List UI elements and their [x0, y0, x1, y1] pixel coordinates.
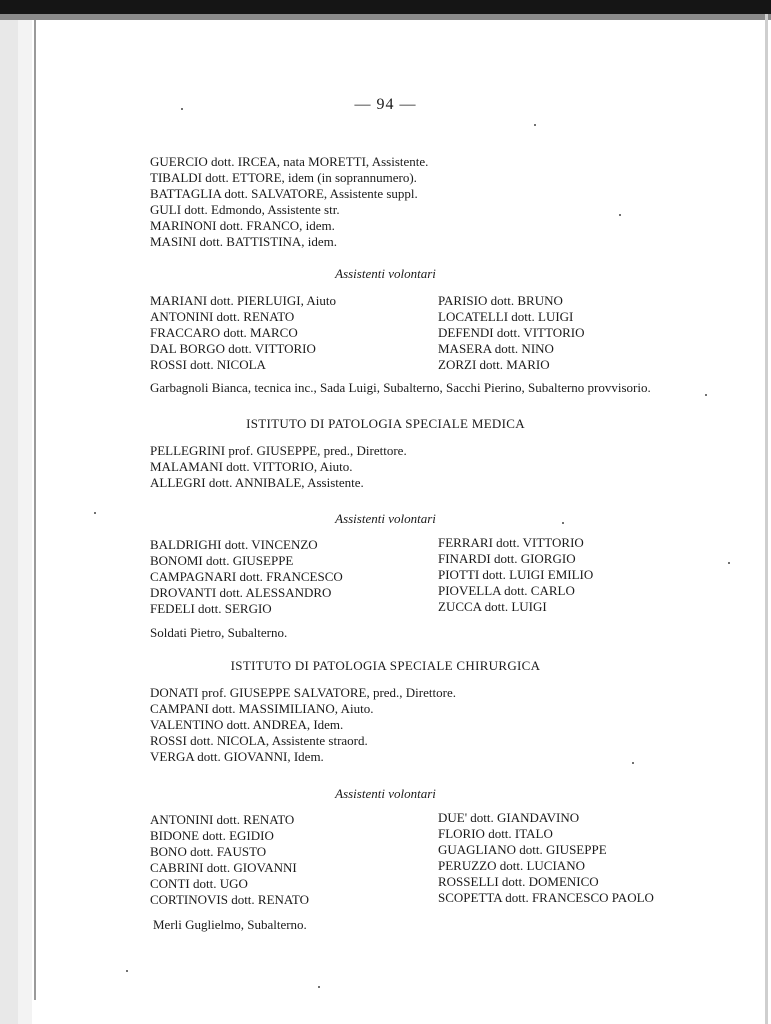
staff-line: TIBALDI dott. ETTORE, idem (in soprannumero).	[150, 170, 417, 185]
section3-title: ISTITUTO DI PATOLOGIA SPECIALE CHIRURGICA	[230, 658, 541, 673]
volunteer-name: ANTONINI dott. RENATO	[150, 812, 295, 827]
staff-line: MALAMANI dott. VITTORIO, Aiuto.	[150, 459, 353, 474]
page-number: — 94 —	[354, 96, 417, 113]
scan-speck	[534, 124, 536, 126]
staff-line: VALENTINO dott. ANDREA, Idem.	[150, 717, 344, 732]
volunteer-name: ROSSELLI dott. DOMENICO	[438, 874, 599, 889]
scan-edge-top-shadow	[0, 14, 771, 20]
scan-speck	[619, 214, 621, 216]
volunteer-name: DUE' dott. GIANDAVINO	[438, 810, 580, 825]
section3-others: Merli Guglielmo, Subalterno.	[153, 917, 307, 932]
volunteer-name: BIDONE dott. EGIDIO	[150, 828, 274, 843]
staff-line: CAMPANI dott. MASSIMILIANO, Aiuto.	[150, 701, 374, 716]
volunteer-name: PARISIO dott. BRUNO	[438, 293, 563, 308]
scan-edge-top	[0, 0, 771, 14]
volunteer-name: ROSSI dott. NICOLA	[150, 357, 266, 372]
section2-others: Soldati Pietro, Subalterno.	[150, 625, 288, 640]
staff-line: VERGA dott. GIOVANNI, Idem.	[150, 749, 324, 764]
scan-speck	[318, 986, 320, 988]
staff-line: BATTAGLIA dott. SALVATORE, Assistente suppl.	[150, 186, 418, 201]
scan-speck	[632, 762, 634, 764]
section3-volunteers-right	[438, 810, 654, 906]
section1-volunteers-right	[438, 293, 585, 373]
scan-speck	[126, 970, 128, 972]
volunteer-name: PIOTTI dott. LUIGI EMILIO	[438, 567, 594, 582]
volunteer-name: FRACCARO dott. MARCO	[150, 325, 298, 340]
volunteer-name: BONO dott. FAUSTO	[150, 844, 267, 859]
section1-others: Garbagnoli Bianca, tecnica inc., Sada Luigi, Subalterno, Sacchi Pierino, Subalterno provvisorio.	[150, 380, 651, 395]
volunteer-name: DAL BORGO dott. VITTORIO	[150, 341, 316, 356]
staff-line: ALLEGRI dott. ANNIBALE, Assistente.	[150, 475, 364, 490]
staff-line: GULI dott. Edmondo, Assistente str.	[150, 202, 340, 217]
section3-volunteers-heading: Assistenti volontari	[335, 786, 436, 801]
volunteer-name: BONOMI dott. GIUSEPPE	[150, 553, 294, 568]
volunteer-name: LOCATELLI dott. LUIGI	[438, 309, 574, 324]
volunteer-name: FERRARI dott. VITTORIO	[438, 535, 584, 550]
volunteer-name: DROVANTI dott. ALESSANDRO	[150, 585, 332, 600]
scan-speck	[562, 522, 564, 524]
section3-staff-list	[150, 685, 456, 765]
staff-line: DONATI prof. GIUSEPPE SALVATORE, pred., Direttore.	[150, 685, 456, 700]
volunteer-name: MARIANI dott. PIERLUIGI, Aiuto	[150, 293, 336, 308]
volunteer-name: ANTONINI dott. RENATO	[150, 309, 295, 324]
volunteer-name: BALDRIGHI dott. VINCENZO	[150, 537, 318, 552]
scan-speck	[705, 394, 707, 396]
scan-binding-line	[34, 20, 36, 1000]
volunteer-name: FLORIO dott. ITALO	[438, 826, 553, 841]
volunteer-name: ZUCCA dott. LUIGI	[438, 599, 547, 614]
volunteer-name: CORTINOVIS dott. RENATO	[150, 892, 309, 907]
section2-volunteers-heading: Assistenti volontari	[335, 511, 436, 526]
volunteer-name: CAMPAGNARI dott. FRANCESCO	[150, 569, 343, 584]
section1-staff-list	[150, 154, 428, 250]
volunteer-name: MASERA dott. NINO	[438, 341, 554, 356]
staff-line: ROSSI dott. NICOLA, Assistente straord.	[150, 733, 368, 748]
volunteer-name: PERUZZO dott. LUCIANO	[438, 858, 585, 873]
section2-staff-list	[150, 443, 407, 491]
volunteer-name: SCOPETTA dott. FRANCESCO PAOLO	[438, 890, 654, 905]
volunteer-name: FINARDI dott. GIORGIO	[438, 551, 576, 566]
scan-speck	[94, 512, 96, 514]
section2-volunteers-right	[438, 535, 593, 615]
volunteer-name: ZORZI dott. MARIO	[438, 357, 550, 372]
section1-volunteers-heading: Assistenti volontari	[335, 266, 436, 281]
volunteer-name: GUAGLIANO dott. GIUSEPPE	[438, 842, 607, 857]
volunteer-name: FEDELI dott. SERGIO	[150, 601, 272, 616]
staff-line: PELLEGRINI prof. GIUSEPPE, pred., Direttore.	[150, 443, 407, 458]
section1-volunteers-left	[150, 293, 336, 373]
volunteer-name: CONTI dott. UGO	[150, 876, 248, 891]
volunteer-name: PIOVELLA dott. CARLO	[438, 583, 575, 598]
scan-speck	[728, 562, 730, 564]
volunteer-name: DEFENDI dott. VITTORIO	[438, 325, 585, 340]
section2-volunteers-left	[150, 537, 343, 617]
section2-title: ISTITUTO DI PATOLOGIA SPECIALE MEDICA	[246, 416, 525, 431]
staff-line: GUERCIO dott. IRCEA, nata MORETTI, Assistente.	[150, 154, 429, 169]
section3-volunteers-left	[150, 812, 309, 908]
volunteer-name: CABRINI dott. GIOVANNI	[150, 860, 297, 875]
staff-line: MARINONI dott. FRANCO, idem.	[150, 218, 335, 233]
staff-line: MASINI dott. BATTISTINA, idem.	[150, 234, 338, 249]
scan-speck	[181, 108, 183, 110]
